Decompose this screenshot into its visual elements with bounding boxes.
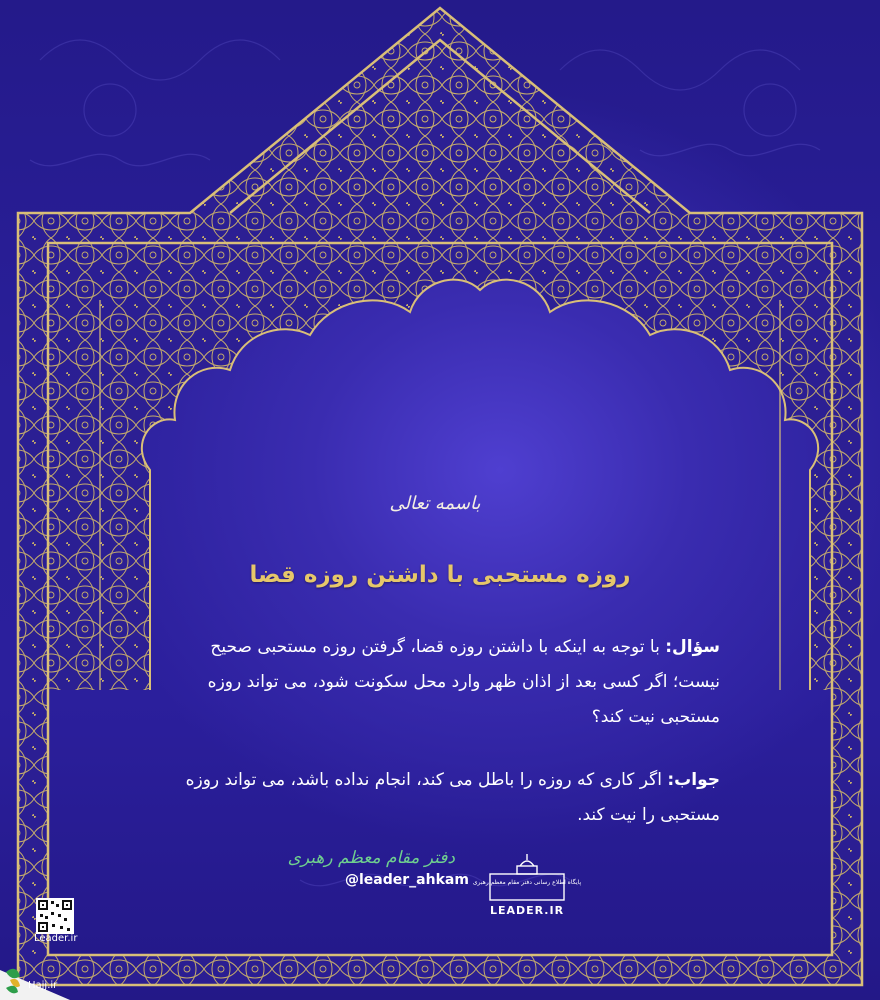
- crescent-moon-icon: [468, 380, 548, 460]
- basmala-calligraphy: باسمه تعالی: [389, 493, 481, 514]
- question-block: [160, 630, 720, 735]
- leader-logo-caption: پایگاه اطلاع رسانی دفتر مقام معظم رهبری: [472, 879, 582, 886]
- office-signature: دفتر مقام معظم رهبری: [287, 848, 455, 868]
- leader-building-icon: [472, 852, 582, 904]
- answer-text: اگر کاری که روزه را باطل می کند، انجام نداده باشد، می تواند روزه مستحبی را نیت کند.: [185, 770, 720, 825]
- instagram-signature: [287, 848, 469, 888]
- leader-logo: [472, 852, 582, 917]
- question-label: سؤال:: [665, 637, 720, 657]
- qr-code-icon: [36, 898, 74, 934]
- answer-label: جواب:: [667, 770, 720, 790]
- question-text: با توجه به اینکه با داشتن روزه قضا، گرفتن روزه مستحبی صحیح نیست؛ اگر کسی بعد از اذان ظهر وارد محل سکونت شود، می تواند روزه مستحبی نیت کند؟: [207, 637, 720, 727]
- hajj-logo-icon: [0, 940, 70, 1000]
- instagram-handle[interactable]: @leader_ahkam: [345, 872, 469, 888]
- qr-label: Leader.ir: [34, 933, 78, 944]
- page-title: روزه مستحبی با داشتن روزه قضا: [249, 562, 631, 588]
- leader-url[interactable]: LEADER.IR: [489, 904, 565, 917]
- answer-block: [160, 763, 720, 833]
- hajj-label: Hajj.ir: [28, 980, 58, 991]
